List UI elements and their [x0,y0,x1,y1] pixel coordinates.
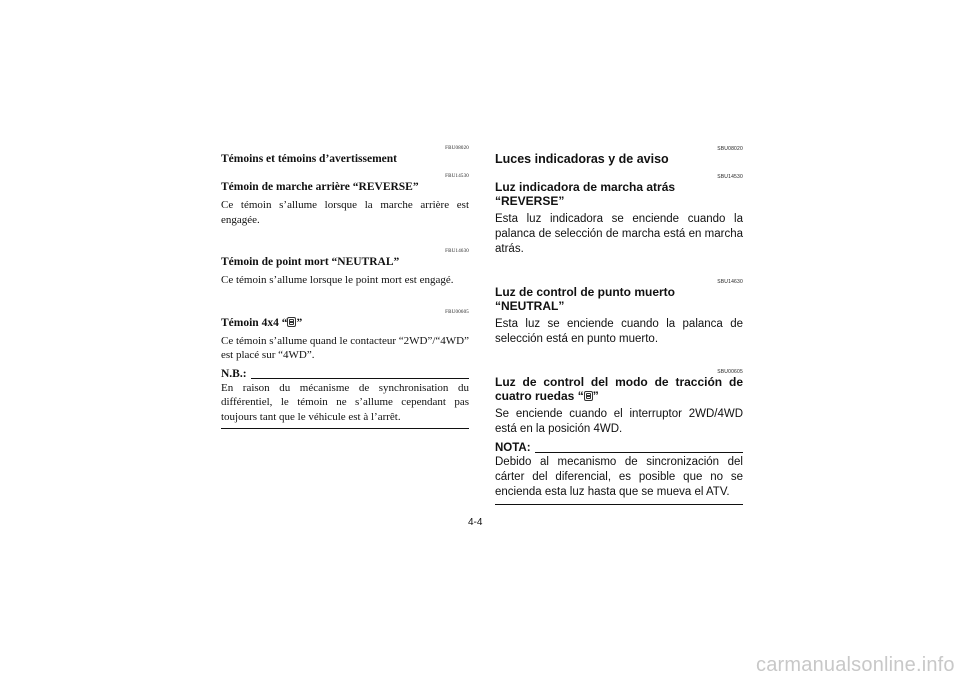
four-wheel-drive-icon [584,391,593,401]
section-heading: Luz de control de punto muerto “NEUTRAL” [495,285,675,313]
section-body: Ce témoin s’allume lorsque le point mort est engagé. [221,274,454,286]
watermark: carmanualsonline.info [756,654,955,676]
section-code: SBU14630 [717,279,743,285]
note-header [495,442,743,455]
section-code: FBU08020 [445,146,469,151]
four-wheel-drive-icon [287,317,296,327]
note-label: N.B.: [221,367,247,380]
section-heading: Témoin de marche arrière “REVERSE” [221,181,419,193]
section-body: Ce témoin s’allume lorsque la marche arrière est engagée. [221,199,469,226]
note-body: Debido al mecanismo de sincronización del cárter del diferencial, es posible que no se encienda esta luz hasta que se mueva el ATV. [495,456,743,498]
french-column [221,146,469,429]
section-heading: Luz de control del modo de tracción de cuatro ruedas “ ” [495,375,743,403]
section-code: SBU08020 [717,146,743,152]
section-code: SBU00605 [717,369,743,375]
note-body: En raison du mécanisme de synchronisation du différentiel, le témoin ne s’allume cependant pas toujours tant que le véhicule est à l’arrêt. [221,381,469,423]
note-end-divider [495,504,743,505]
section-heading: Luces indicadoras y de aviso [495,152,669,166]
note-divider [535,452,743,453]
note-divider [251,378,469,379]
section-code: FBU14530 [445,174,469,179]
section-heading: Témoin 4x4 “ ” [221,316,303,329]
section-code: FBU14630 [445,249,469,254]
section-body: Esta luz se enciende cuando la palanca de selección está en punto muerto. [495,318,743,345]
section-body: Se enciende cuando el interruptor 2WD/4WD está en la posición 4WD. [495,408,743,435]
section-body: Esta luz indicadora se enciende cuando la palanca de selección de marcha está en marcha atrás. [495,213,743,255]
section-heading: Luz indicadora de marcha atrás “REVERSE” [495,180,676,208]
section-body: Ce témoin s’allume quand le contacteur “2WD”/“4WD” est placé sur “4WD”. [221,334,470,361]
spanish-column [495,146,743,505]
note-header [221,368,469,381]
section-heading: Témoins et témoins d’avertissement [221,153,397,165]
section-heading: Témoin de point mort “NEUTRAL” [221,256,400,268]
note-end-divider [221,428,469,429]
section-code: SBU14530 [717,174,743,180]
note-label: NOTA: [495,442,531,454]
section-code: FBU00605 [445,309,469,315]
page-number: 4-4 [468,517,483,528]
